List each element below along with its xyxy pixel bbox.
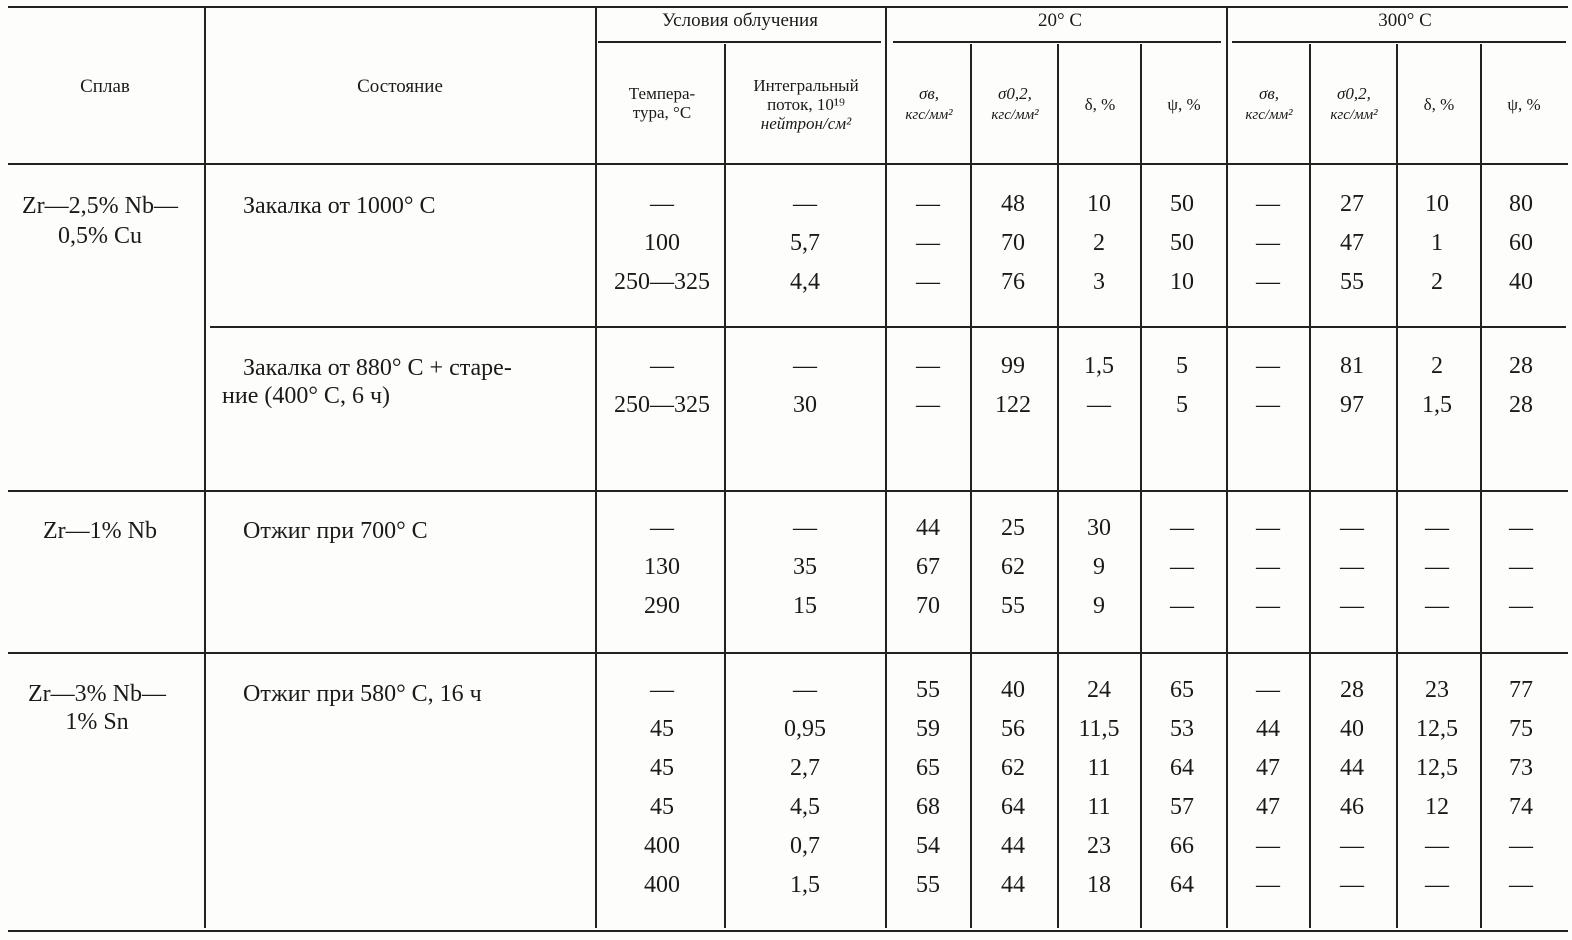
cell-delta-300: — xyxy=(1425,554,1449,580)
cell-sigma-02-20: 76 xyxy=(1001,269,1025,295)
cell-sigma-b-20: 44 xyxy=(916,515,940,541)
cell-delta-20: 18 xyxy=(1087,872,1111,898)
cell-psi-300: 75 xyxy=(1509,716,1533,742)
cell-temperature: 290 xyxy=(644,593,680,619)
cell-sigma-b-300: — xyxy=(1256,677,1280,703)
cell-sigma-02-300: — xyxy=(1340,515,1364,541)
cell-flux: — xyxy=(793,191,817,217)
cell-psi-300: 28 xyxy=(1509,353,1533,379)
cell-delta-20: — xyxy=(1087,392,1111,418)
header-integral-flux-line3: нейтрон/см² xyxy=(760,114,852,133)
cell-flux: — xyxy=(793,353,817,379)
cell-delta-20: 9 xyxy=(1093,593,1105,619)
alloy-label: Zr—2,5% Nb— xyxy=(22,193,178,219)
column-rule xyxy=(1226,8,1228,928)
cell-psi-20: 5 xyxy=(1176,353,1188,379)
cell-psi-20: 50 xyxy=(1170,191,1194,217)
cell-delta-20: 23 xyxy=(1087,833,1111,859)
cell-sigma-02-300: 55 xyxy=(1340,269,1364,295)
cell-sigma-02-20: 25 xyxy=(1001,515,1025,541)
cell-temperature: 400 xyxy=(644,833,680,859)
cell-flux: 4,4 xyxy=(790,269,820,295)
cell-sigma-b-20: — xyxy=(916,353,940,379)
cell-delta-300: 12,5 xyxy=(1416,716,1458,742)
cell-sigma-b-300: — xyxy=(1256,269,1280,295)
cell-sigma-b-300: 47 xyxy=(1256,794,1280,820)
cell-sigma-b-20: 70 xyxy=(916,593,940,619)
cell-psi-20: — xyxy=(1170,554,1194,580)
cell-delta-300: — xyxy=(1425,593,1449,619)
cell-temperature: 45 xyxy=(650,755,674,781)
cell-delta-300: — xyxy=(1425,833,1449,859)
cell-delta-300: 12,5 xyxy=(1416,755,1458,781)
header-unit-sigma-b-20: кгс/мм² xyxy=(905,107,953,123)
alloy-label: 1% Sn xyxy=(65,709,129,735)
cell-delta-20: 9 xyxy=(1093,554,1105,580)
header-unit-sigma-02-300: кгс/мм² xyxy=(1330,107,1378,123)
header-subrule-20c xyxy=(893,41,1221,43)
state-divider-rule xyxy=(210,326,1566,328)
state-label: ние (400° С, 6 ч) xyxy=(222,383,390,409)
cell-sigma-02-300: 46 xyxy=(1340,794,1364,820)
alloy-label: Zr—3% Nb— xyxy=(28,681,166,707)
header-state: Состояние xyxy=(357,76,443,97)
cell-psi-300: 80 xyxy=(1509,191,1533,217)
cell-sigma-b-20: — xyxy=(916,269,940,295)
cell-psi-300: 28 xyxy=(1509,392,1533,418)
cell-flux: — xyxy=(793,677,817,703)
cell-sigma-b-300: — xyxy=(1256,515,1280,541)
cell-sigma-b-300: 44 xyxy=(1256,716,1280,742)
cell-temperature: 45 xyxy=(650,794,674,820)
cell-temperature: 250—325 xyxy=(614,392,710,418)
cell-delta-20: 3 xyxy=(1093,269,1105,295)
cell-psi-300: 60 xyxy=(1509,230,1533,256)
cell-psi-20: 10 xyxy=(1170,269,1194,295)
cell-psi-20: 53 xyxy=(1170,716,1194,742)
cell-temperature: — xyxy=(650,191,674,217)
cell-sigma-02-20: 44 xyxy=(1001,833,1025,859)
cell-sigma-02-300: — xyxy=(1340,554,1364,580)
header-integral-flux-line1: Интегральный xyxy=(753,76,859,95)
cell-sigma-02-300: 28 xyxy=(1340,677,1364,703)
cell-temperature: 400 xyxy=(644,872,680,898)
cell-psi-20: 64 xyxy=(1170,872,1194,898)
state-label: Закалка от 880° С + старе- xyxy=(243,355,512,381)
cell-sigma-02-20: 62 xyxy=(1001,554,1025,580)
cell-sigma-02-20: 48 xyxy=(1001,191,1025,217)
state-label: Отжиг при 700° С xyxy=(243,518,428,544)
cell-sigma-02-20: 64 xyxy=(1001,794,1025,820)
state-label: Отжиг при 580° С, 16 ч xyxy=(243,681,482,707)
cell-sigma-02-300: 27 xyxy=(1340,191,1364,217)
cell-flux: 5,7 xyxy=(790,230,820,256)
cell-delta-300: 2 xyxy=(1431,353,1443,379)
cell-psi-300: — xyxy=(1509,554,1533,580)
cell-sigma-b-20: 59 xyxy=(916,716,940,742)
alloy-label: 0,5% Cu xyxy=(58,223,142,249)
cell-psi-20: 57 xyxy=(1170,794,1194,820)
cell-temperature: 45 xyxy=(650,716,674,742)
cell-sigma-02-20: 55 xyxy=(1001,593,1025,619)
cell-sigma-02-300: 81 xyxy=(1340,353,1364,379)
header-sigma-02-20: σ0,2, xyxy=(998,84,1032,103)
cell-sigma-b-300: — xyxy=(1256,554,1280,580)
cell-flux: 15 xyxy=(793,593,817,619)
group-divider-rule xyxy=(8,652,1568,654)
cell-delta-300: — xyxy=(1425,872,1449,898)
cell-delta-20: 11 xyxy=(1087,755,1111,781)
cell-flux: 35 xyxy=(793,554,817,580)
cell-sigma-02-300: 47 xyxy=(1340,230,1364,256)
cell-delta-300: 12 xyxy=(1425,794,1449,820)
header-sigma-02-300: σ0,2, xyxy=(1337,84,1371,103)
cell-sigma-02-300: — xyxy=(1340,833,1364,859)
cell-flux: 2,7 xyxy=(790,755,820,781)
header-sigma-b-20: σв, xyxy=(918,84,939,103)
cell-sigma-b-300: — xyxy=(1256,392,1280,418)
cell-sigma-02-300: — xyxy=(1340,593,1364,619)
cell-delta-300: — xyxy=(1425,515,1449,541)
cell-sigma-b-20: 67 xyxy=(916,554,940,580)
cell-sigma-b-20: 54 xyxy=(916,833,940,859)
cell-delta-20: 11 xyxy=(1087,794,1111,820)
cell-psi-20: — xyxy=(1170,593,1194,619)
cell-psi-300: — xyxy=(1509,833,1533,859)
group-divider-rule xyxy=(8,490,1568,492)
cell-sigma-b-20: — xyxy=(916,191,940,217)
header-integral-flux-line2: поток, 10¹⁹ xyxy=(767,95,845,114)
cell-delta-300: 2 xyxy=(1431,269,1443,295)
column-rule xyxy=(885,8,887,928)
cell-psi-20: — xyxy=(1170,515,1194,541)
column-rule xyxy=(204,8,206,928)
cell-temperature: — xyxy=(650,677,674,703)
cell-sigma-b-20: 55 xyxy=(916,872,940,898)
header-unit-sigma-b-300: кгс/мм² xyxy=(1245,107,1293,123)
cell-psi-300: — xyxy=(1509,872,1533,898)
cell-flux: 1,5 xyxy=(790,872,820,898)
cell-sigma-b-300: — xyxy=(1256,593,1280,619)
header-subrule-irradiation xyxy=(598,41,881,43)
header-bottom-rule xyxy=(8,163,1568,165)
bottom-rule xyxy=(8,930,1568,932)
cell-sigma-02-20: 40 xyxy=(1001,677,1025,703)
cell-delta-20: 10 xyxy=(1087,191,1111,217)
cell-sigma-b-20: 55 xyxy=(916,677,940,703)
cell-sigma-02-20: 70 xyxy=(1001,230,1025,256)
cell-sigma-02-20: 44 xyxy=(1001,872,1025,898)
cell-flux: 4,5 xyxy=(790,794,820,820)
cell-delta-20: 11,5 xyxy=(1078,716,1120,742)
cell-delta-20: 24 xyxy=(1087,677,1111,703)
cell-sigma-b-300: 47 xyxy=(1256,755,1280,781)
cell-sigma-b-300: — xyxy=(1256,872,1280,898)
header-delta-20: δ, % xyxy=(1084,95,1116,114)
header-unit-sigma-02-20: кгс/мм² xyxy=(991,107,1039,123)
cell-delta-20: 1,5 xyxy=(1084,353,1114,379)
cell-sigma-02-300: 44 xyxy=(1340,755,1364,781)
cell-sigma-02-20: 56 xyxy=(1001,716,1025,742)
cell-psi-20: 50 xyxy=(1170,230,1194,256)
cell-psi-20: 65 xyxy=(1170,677,1194,703)
cell-flux: — xyxy=(793,515,817,541)
cell-psi-300: 73 xyxy=(1509,755,1533,781)
cell-delta-300: 1 xyxy=(1431,230,1443,256)
cell-flux: 30 xyxy=(793,392,817,418)
header-sigma-b-300: σв, xyxy=(1258,84,1279,103)
cell-sigma-02-20: 122 xyxy=(995,392,1031,418)
cell-delta-300: 1,5 xyxy=(1422,392,1452,418)
header-irradiation-conditions: Условия облучения xyxy=(662,10,818,31)
cell-psi-300: — xyxy=(1509,515,1533,541)
cell-delta-300: 10 xyxy=(1425,191,1449,217)
header-delta-300: δ, % xyxy=(1423,95,1455,114)
cell-psi-300: 74 xyxy=(1509,794,1533,820)
cell-sigma-02-300: 40 xyxy=(1340,716,1364,742)
cell-delta-300: 23 xyxy=(1425,677,1449,703)
cell-delta-20: 2 xyxy=(1093,230,1105,256)
column-rule xyxy=(595,8,597,928)
header-psi-20: ψ, % xyxy=(1167,95,1201,114)
header-psi-300: ψ, % xyxy=(1507,95,1541,114)
top-rule xyxy=(8,6,1568,8)
header-20c: 20° С xyxy=(1037,10,1083,31)
cell-sigma-b-300: — xyxy=(1256,353,1280,379)
header-300c: 300° С xyxy=(1378,10,1432,31)
cell-psi-20: 66 xyxy=(1170,833,1194,859)
header-subrule-300c xyxy=(1232,41,1566,43)
state-label: Закалка от 1000° С xyxy=(243,193,436,219)
header-alloy: Сплав xyxy=(80,76,130,97)
cell-sigma-b-20: 65 xyxy=(916,755,940,781)
cell-temperature: — xyxy=(650,353,674,379)
cell-psi-20: 5 xyxy=(1176,392,1188,418)
cell-psi-300: — xyxy=(1509,593,1533,619)
cell-temperature: — xyxy=(650,515,674,541)
cell-sigma-b-300: — xyxy=(1256,191,1280,217)
cell-sigma-02-300: 97 xyxy=(1340,392,1364,418)
cell-flux: 0,7 xyxy=(790,833,820,859)
cell-flux: 0,95 xyxy=(784,716,826,742)
cell-sigma-b-20: — xyxy=(916,230,940,256)
cell-psi-20: 64 xyxy=(1170,755,1194,781)
cell-sigma-b-300: — xyxy=(1256,230,1280,256)
header-temperature: Темпера- тура, °С xyxy=(628,84,696,122)
cell-sigma-b-20: 68 xyxy=(916,794,940,820)
cell-delta-20: 30 xyxy=(1087,515,1111,541)
cell-sigma-b-20: — xyxy=(916,392,940,418)
cell-temperature: 250—325 xyxy=(614,269,710,295)
column-rule xyxy=(724,44,726,928)
cell-psi-300: 40 xyxy=(1509,269,1533,295)
cell-temperature: 100 xyxy=(644,230,680,256)
cell-sigma-b-300: — xyxy=(1256,833,1280,859)
cell-sigma-02-20: 62 xyxy=(1001,755,1025,781)
alloy-label: Zr—1% Nb xyxy=(43,518,157,544)
cell-sigma-02-300: — xyxy=(1340,872,1364,898)
cell-temperature: 130 xyxy=(644,554,680,580)
cell-psi-300: 77 xyxy=(1509,677,1533,703)
cell-sigma-02-20: 99 xyxy=(1001,353,1025,379)
